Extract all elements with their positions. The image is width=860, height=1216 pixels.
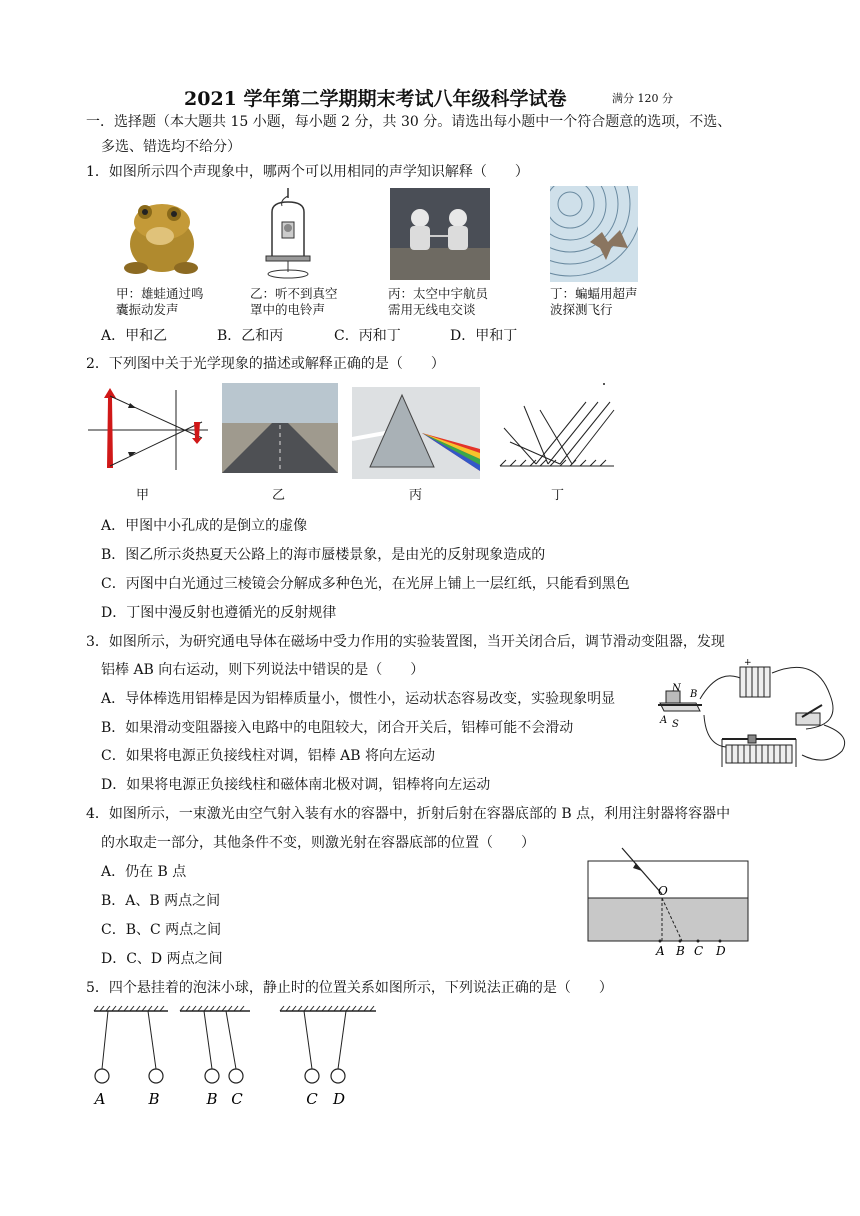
section-instructions-line2: 多选、错选均不给分） (101, 139, 241, 155)
svg-text:+: + (744, 658, 752, 668)
q5-ball-label-b2: B (206, 1090, 218, 1108)
q4-option-d: D．C、D 两点之间 (101, 951, 223, 967)
section-instructions-line1: 一．选择题（本大题共 15 小题，每小题 2 分，共 30 分。请选出每小题中一个符合题意的选项，不选、 (86, 114, 732, 130)
q4-option-a: A．仍在 B 点 (101, 864, 187, 880)
q1-astronaut-image (390, 188, 490, 280)
q2-option-b: B．图乙所示炎热夏天公路上的海市蜃楼景象，是由光的反射现象造成的 (101, 547, 546, 563)
q3-stem-line2: 铝棒 AB 向右运动，则下列说法中错误的是（ ） (101, 662, 425, 678)
q2-option-a: A．甲图中小孔成的是倒立的虚像 (101, 518, 308, 534)
q4-label-d: D (716, 944, 726, 958)
q2-label-yi: 乙 (272, 488, 286, 503)
q5-stem: 5．四个悬挂着的泡沫小球，静止时的位置关系如图所示，下列说法正确的是（ ） (86, 980, 613, 996)
q2-pinhole-diagram (86, 386, 210, 476)
q4-stem-line2: 的水取走一部分，其他条件不变，则激光射在容器底部的位置（ ） (101, 835, 535, 851)
q3-option-c: C．如果将电源正负接线柱对调，铝棒 AB 将向左运动 (101, 748, 436, 764)
svg-text:S: S (672, 719, 679, 730)
q1-bell-jar-image (258, 186, 318, 280)
total-score: 满分 120 分 (612, 92, 673, 105)
q4-label-a: A (656, 944, 665, 958)
q3-stem-line1: 3．如图所示，为研究通电导体在磁场中受力作用的实验装置图，当开关闭合后，调节滑动变阻器，发现 (86, 634, 725, 650)
q3-circuit-diagram (656, 655, 854, 779)
q5-ball-label-a: A (94, 1090, 106, 1108)
q2-stem: 2．下列图中关于光学现象的描述或解释正确的是（ ） (86, 356, 445, 372)
q2-diffuse-reflection-diagram (496, 380, 618, 472)
q5-ball-label-d: D (332, 1090, 346, 1108)
q1-caption-bing: 丙：太空中宇航员 需用无线电交谈 (388, 286, 489, 317)
q1-frog-image (112, 192, 212, 280)
q3-option-d: D．如果将电源正负接线柱和磁体南北极对调，铝棒将向左运动 (101, 777, 491, 793)
q1-option-c: C．丙和丁 (334, 328, 401, 344)
q4-option-b: B．A、B 两点之间 (101, 893, 221, 909)
q2-label-jia: 甲 (136, 488, 150, 503)
q4-stem-line1: 4．如图所示，一束激光由空气射入装有水的容器中，折射后射在容器底部的 B 点，利用注射器将容器中 (86, 806, 731, 822)
q1-caption-yi: 乙：听不到真空 罩中的电铃声 (250, 286, 338, 317)
q4-label-b: B (676, 944, 685, 958)
q2-label-ding: 丁 (551, 488, 565, 503)
q2-option-d: D．丁图中漫反射也遵循光的反射规律 (101, 605, 337, 621)
q5-hanging-balls-diagram (84, 1005, 384, 1109)
q2-road-mirage-image (222, 383, 338, 473)
q1-option-a: A．甲和乙 (101, 328, 168, 344)
q1-option-d: D．甲和丁 (450, 328, 518, 344)
exam-title: 2021 学年第二学期期末考试八年级科学试卷 (184, 88, 567, 110)
q2-label-bing: 丙 (409, 488, 423, 503)
q1-option-b: B．乙和丙 (217, 328, 284, 344)
svg-text:B: B (690, 689, 698, 700)
q3-option-a: A．导体棒选用铝棒是因为铝棒质量小，惯性小，运动状态容易改变，实验现象明显 (101, 691, 616, 707)
svg-text:A: A (660, 715, 668, 726)
q4-label-o: O (658, 884, 668, 898)
q1-caption-ding: 丁：蝙蝠用超声 波探测飞行 (550, 286, 638, 317)
q1-stem: 1．如图所示四个声现象中，哪两个可以用相同的声学知识解释（ ） (86, 164, 529, 180)
svg-text:N: N (672, 683, 681, 694)
q4-option-c: C．B、C 两点之间 (101, 922, 222, 938)
q3-option-b: B．如果滑动变阻器接入电路中的电阻较大，闭合开关后，铝棒可能不会滑动 (101, 720, 574, 736)
q4-label-c: C (694, 944, 704, 958)
q1-caption-jia: 甲：雄蛙通过鸣 囊振动发声 (116, 286, 204, 317)
q4-refraction-diagram (586, 844, 752, 962)
q5-ball-label-c1: C (231, 1090, 243, 1108)
q5-ball-label-c2: C (306, 1090, 318, 1108)
q2-prism-image (352, 387, 480, 479)
q5-ball-label-b1: B (148, 1090, 160, 1108)
q2-option-c: C．丙图中白光通过三棱镜会分解成多种色光，在光屏上铺上一层红纸，只能看到黑色 (101, 576, 630, 592)
q1-bat-image (550, 186, 638, 282)
